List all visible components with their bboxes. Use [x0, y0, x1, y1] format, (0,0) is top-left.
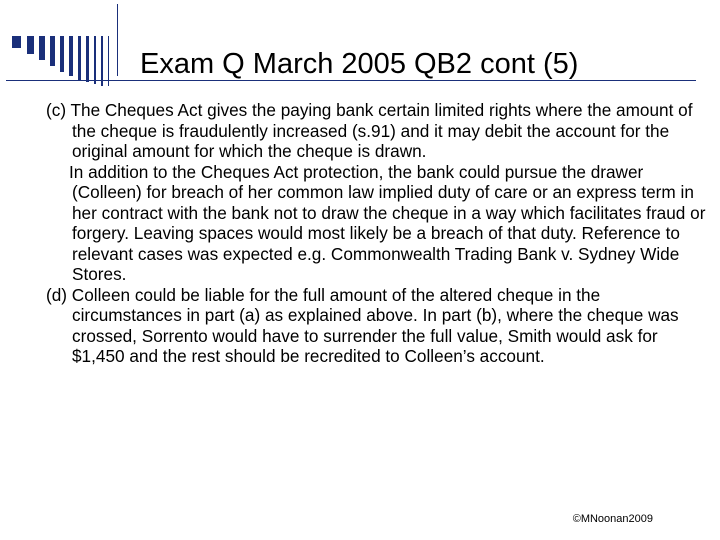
paragraph-c: (c) The Cheques Act gives the paying bank certain limited rights where the amount of the cheque is fraudulently increased (s.91) and it may debit the account for the original amount for which the cheque is drawn. [46, 100, 693, 161]
paragraph-d: (d) Colleen could be liable for the full amount of the altered cheque in the circumstances in part (a) as explained above. In part (b), where the cheque was crossed, Sorrento would have to surrender the full value, Smith would ask for $1,450 and the rest should be recredited to Colleen’s account. [46, 284, 679, 366]
copyright-footer: ©MNoonan2009 [572, 513, 653, 525]
decorative-stripes [12, 36, 122, 86]
paragraph-c-continued: In addition to the Cheques Act protection, the bank could pursue the drawer (Colleen) for breach of her common law implied duty of care or an express term in her contract with the bank not to draw the cheque in a way which facilitates fraud or forgery. Leaving spaces would most likely be a breach of that duty. Reference to relevant cases was expected e.g. Commonwealth Trading Bank v. Sydney Wide Stores. [69, 161, 706, 284]
title-vertical-rule [117, 4, 118, 76]
slide-body [46, 100, 708, 367]
slide-title: Exam Q March 2005 QB2 cont (5) [140, 48, 579, 80]
